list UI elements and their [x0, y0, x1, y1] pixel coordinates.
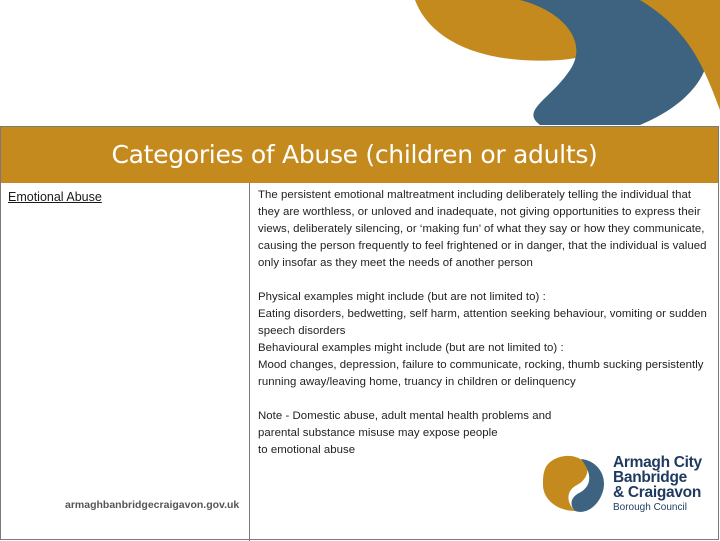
header-bar — [1, 127, 718, 183]
note-line-1: Note - Domestic abuse, adult mental health problems and — [258, 410, 552, 422]
physical-heading: Physical examples might include (but are not limited to) : — [258, 291, 546, 303]
logo-line-4: Borough Council — [613, 502, 687, 513]
behavioural-examples: Mood changes, depression, failure to communicate, rocking, thumb sucking persistently running away/leaving home, truancy in children or delinquency — [258, 359, 704, 388]
note-line-2: parental substance misuse may expose people — [258, 427, 498, 439]
behavioural-heading: Behavioural examples might include (but are not limited to) : — [258, 342, 564, 354]
decorative-swoosh-graphic — [0, 0, 720, 130]
definition-text: The persistent emotional maltreatment including deliberately telling the individual that they are worthless, or unloved and inadequate, not giving opportunities to express their views, deliberately silencing, or ‘making fun’ of what they say or how they communicate, causing the person frequently to feel frightened or in danger, that the individual is valued only insofar as they meet the needs of another person — [258, 189, 707, 269]
note-line-3: to emotional abuse — [258, 444, 356, 456]
council-logo — [541, 451, 720, 521]
slide-title: Categories of Abuse (children or adults) — [111, 139, 598, 169]
logo-line-3: & Craigavon — [613, 484, 701, 501]
category-label: Emotional Abuse — [8, 190, 102, 204]
logo-line-1: Armagh City — [613, 454, 702, 471]
logo-line-2: Banbridge — [613, 469, 687, 486]
column-divider — [249, 183, 250, 541]
content-table — [0, 126, 719, 540]
council-website-url: armaghbanbridgecraigavon.gov.uk — [65, 499, 240, 511]
logo-wordmark — [613, 455, 702, 513]
description-cell — [258, 187, 713, 459]
council-logo-mark-icon — [541, 451, 607, 517]
physical-examples: Eating disorders, bedwetting, self harm, attention seeking behaviour, vomiting or sudden speech disorders — [258, 308, 707, 337]
